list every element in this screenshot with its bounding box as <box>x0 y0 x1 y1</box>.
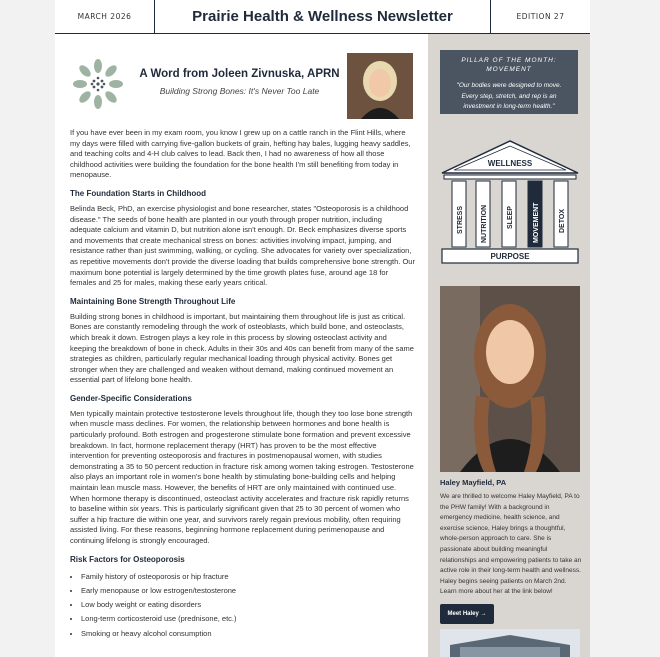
edition-number: EDITION 27 <box>490 0 590 34</box>
newsletter-page <box>55 0 590 657</box>
temple-roof-label: WELLNESS <box>487 159 533 168</box>
risk-factors-heading: Risk Factors for Osteoporosis <box>70 554 185 564</box>
risk-factors-list <box>70 570 415 641</box>
list-item: • Early menopause or low estrogen/testosterone <box>81 584 415 598</box>
temple-column <box>502 181 516 247</box>
temple-base-label: PURPOSE <box>490 252 530 261</box>
article-intro-paragraph: If you have ever been in my exam room, you know I grew up on a cattle ranch in the Flint Hills, where my days were filled with carrying five-gallon buckets of grain, hefting hay bales, lugging heavy saddles, and teaching colts and 4-H club calves to lead. Back then, I had no awareness of how all those childhood activities were building the foundation for the bone health I'm still benefiting from today in menopause. <box>70 128 411 180</box>
pillar-label: PILLAR OF THE MONTH: <box>461 57 557 64</box>
author-photo <box>347 53 413 119</box>
pillar-of-month-box <box>440 50 578 114</box>
section-paragraph: Building strong bones in childhood is important, but maintaining them throughout life is just as critical. Bones are constantly remodeling through the work of osteoblasts, which build bone, and osteoclasts, which break it down. Estrogen plays a key role in this process by slowing osteoclast activity and keeping the breakdown of bone in check. Adults in their 30s and 40s can benefit from many of the same strategies as children, particularly regular mechanical loading through physical activity. Bones get stronger when they are challenged and weaken without demand, making continued movement an essential part of lifelong bone health. <box>70 311 414 385</box>
article-title: A Word from Joleen Zivnuska, APRN <box>139 68 340 80</box>
main-column <box>70 50 415 641</box>
column-label-detox: DETOX <box>559 209 566 233</box>
flower-logo-icon <box>72 58 124 110</box>
section-paragraph: Men typically maintain protective testosterone levels throughout life, though they too lose bone strength when muscle mass declines. For women, the relationship between hormones and bone health is particularly profound. Both estrogen and progesterone stimulate bone formation and prevent excessive breakdown. In fact, hormone replacement therapy (HRT) has proven to be the most effective intervention for preventing osteoporosis and fractures in postmenopausal women, with studies demonstrating a 35 to 50 percent reduction in fracture risk among women taking estrogen. Testosterone also plays an important role in women's bone health by stimulating bone-building cells and helping maintain lean muscle mass. However, the benefits of HRT are only maintained with continued use. When hormone therapy is discontinued, osteoclast activity accelerates and fracture risk rapidly returns to baseline within six years. This is particularly significant given that 25 to 30 percent of women who suffer a hip fracture die within one year, and survivors rarely regain previous mobility, often requiring assisted living. For these reasons, beginning hormone replacement during perimenopause and continuing lifelong is strongly encouraged. <box>70 408 414 545</box>
column-label-nutrition: NUTRITION <box>481 204 488 243</box>
haley-bio: We are thrilled to welcome Haley Mayfield, PA to the PHW family! With a background in emergency medicine, health science, and exercise science, Haley brings a thoughtful, whole-person approach to care. She is passionate about building meaningful relationships and empowering patients to take an active role in their long-term health and wellness. Haley begins seeing patients on March 2nd. Learn more about her at the link below! <box>440 493 582 596</box>
newsletter-title: Prairie Health & Wellness Newsletter <box>192 8 453 25</box>
column-label-movement: MOVEMENT <box>533 202 540 243</box>
section-heading: The Foundation Starts in Childhood <box>70 188 206 198</box>
section-heading: Maintaining Bone Strength Throughout Life <box>70 296 236 306</box>
temple-column-highlighted <box>528 181 542 247</box>
list-item: • Smoking or heavy alcohol consumption <box>81 627 415 641</box>
column-label-stress: STRESS <box>457 205 464 234</box>
haley-photo <box>440 286 580 472</box>
article-subtitle: Building Strong Bones: It's Never Too Late <box>159 86 320 96</box>
meet-haley-button[interactable]: Meet Haley → <box>440 604 494 624</box>
temple-column <box>476 181 490 247</box>
building-icon <box>440 629 580 657</box>
author-portrait-icon <box>347 53 413 119</box>
list-item: • Low body weight or eating disorders <box>81 598 415 612</box>
section-heading: Gender-Specific Considerations <box>70 393 192 403</box>
newsletter-header <box>55 0 590 34</box>
section-paragraph: Belinda Beck, PhD, an exercise physiologist and bone researcher, states "Osteoporosis is a childhood disease." The seeds of bone health are planted in our youth through proper nutrition, including adequate calcium and vitamin D, but nutrition alone isn't enough. Dr. Beck emphasizes diverse sports and movements that create mechanical stress on bones: activities involving impact, jumping, and resistance rather than just swimming, walking, or cycling. She advocates for variety over specialization, as repetitive movements don't provide the diverse loading that builds comprehensive bone strength. Our maximum bone potential is largely determined by the time growth plates fuse, around age 18 for females and 25 for males, making these early years critical. <box>70 203 415 288</box>
sidebar <box>428 34 590 657</box>
pillar-name: MOVEMENT <box>486 66 532 73</box>
clinic-building-photo <box>440 629 580 657</box>
list-item: • Long-term corticosteroid use (prednisone, etc.) <box>81 612 415 626</box>
pillar-quote: "Our bodies were designed to move. Every step, stretch, and rep is an investment in long-term health." <box>456 82 562 110</box>
list-item: • Family history of osteoporosis or hip fracture <box>81 570 415 584</box>
haley-name: Haley Mayfield, PA <box>440 478 507 487</box>
temple-column <box>452 181 466 247</box>
temple-column <box>554 181 568 247</box>
column-label-sleep: SLEEP <box>507 206 514 229</box>
article-intro <box>70 50 415 122</box>
haley-portrait-icon <box>440 286 580 472</box>
issue-date: MARCH 2026 <box>55 0 155 34</box>
wellness-temple-diagram <box>440 139 580 264</box>
